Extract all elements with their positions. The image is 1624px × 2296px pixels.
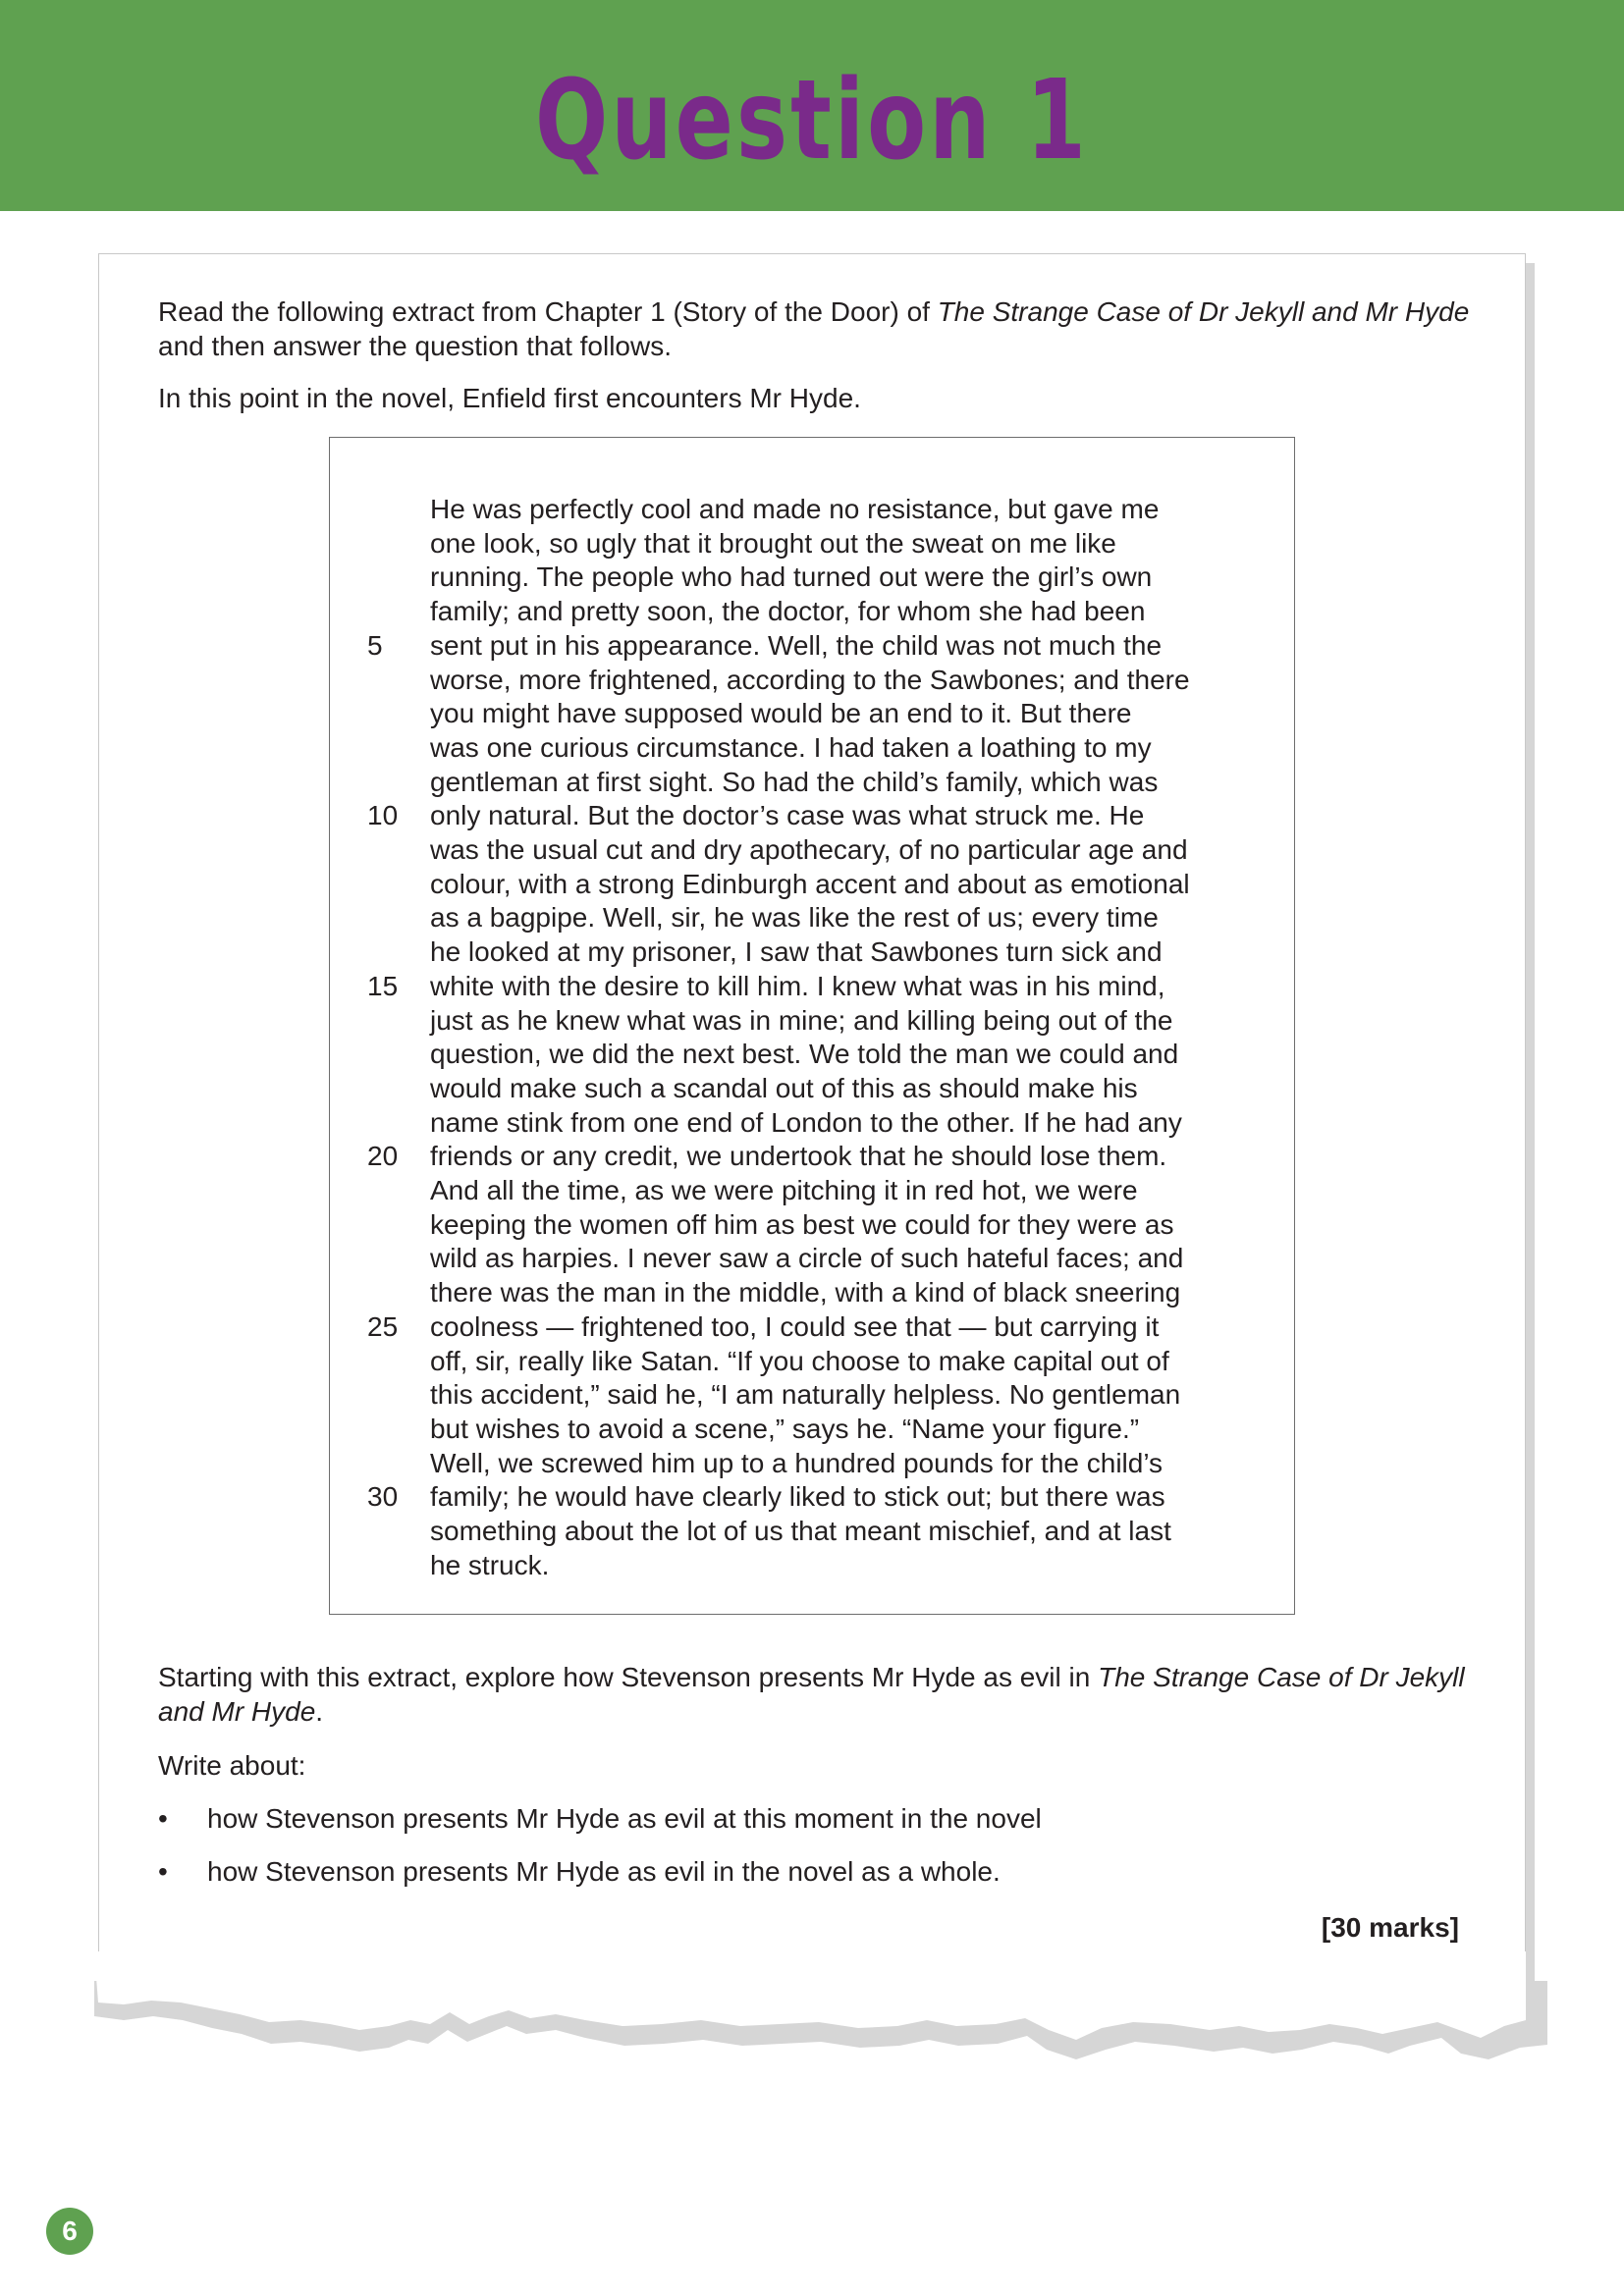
extract-line: you might have supposed would be an end to it. But there (430, 698, 1132, 729)
intro-text-end: and then answer the question that follows. (158, 331, 673, 361)
extract-line: was the usual cut and dry apothecary, of no particular age and (430, 834, 1188, 865)
extract-line: colour, with a strong Edinburgh accent and about as emotional (430, 868, 1190, 899)
extract-line: would make such a scandal out of this as should make his (430, 1072, 1138, 1103)
context-paragraph: In this point in the novel, Enfield first encounters Mr Hyde. (158, 383, 861, 413)
extract-line: running. The people who had turned out were the girl’s own (430, 561, 1153, 593)
line-number: 5 (367, 629, 383, 661)
intro-paragraph (158, 294, 1474, 363)
extract-line: question, we did the next best. We told the man we could and (430, 1039, 1179, 1070)
extract-line: He was perfectly cool and made no resistance, but gave me (430, 494, 1160, 524)
novel-title-italic: The Strange Case of Dr Jekyll and Mr Hyde (937, 296, 1470, 327)
bullet-text: how Stevenson presents Mr Hyde as evil at this moment in the novel (207, 1803, 1042, 1834)
page-title: Question 1 (534, 57, 1090, 185)
extract-line: as a bagpipe. Well, sir, he was like the rest of us; every time (430, 902, 1159, 934)
extract-line: one look, so ugly that it brought out the sweat on me like (430, 527, 1116, 559)
question-text: Starting with this extract, explore how Stevenson presents Mr Hyde as evil in (158, 1662, 1099, 1692)
line-number: 30 (367, 1481, 399, 1513)
extract-line: he struck. (430, 1549, 550, 1580)
question-novel-title-italic: The Strange Case of Dr Jekyll and Mr Hyde (158, 1662, 1465, 1727)
extract-line: And all the time, as we were pitching it in red hot, we were (430, 1175, 1138, 1205)
extract-line: this accident,” said he, “I am naturally helpless. No gentleman (430, 1379, 1181, 1411)
bullet-dot: • (158, 1803, 168, 1834)
line-number: 15 (367, 970, 399, 1001)
extract-line: family; and pretty soon, the doctor, for whom she had been (430, 596, 1146, 627)
extract-line: keeping the women off him as best we could for they were as (430, 1208, 1174, 1240)
bullet-dot: • (158, 1856, 168, 1887)
extract-line: there was the man in the middle, with a kind of black sneering (430, 1277, 1181, 1308)
question-paragraph (158, 1660, 1474, 1729)
extract-line: off, sir, really like Satan. “If you choose to make capital out of (430, 1345, 1169, 1376)
extract-line: sent put in his appearance. Well, the child was not much the (430, 629, 1163, 661)
extract-line: worse, more frightened, according to the Sawbones; and there (430, 664, 1190, 695)
extract-line: name stink from one end of London to the other. If he had any (430, 1106, 1182, 1138)
extract-line: family; he would have clearly liked to stick out; but there was (430, 1481, 1165, 1513)
line-number: 20 (367, 1141, 399, 1172)
intro-text: Read the following extract from Chapter 1 (Story of the Door) of (158, 296, 938, 327)
extract-line: was one curious circumstance. I had taken a loathing to my (430, 731, 1152, 763)
extract-line: only natural. But the doctor’s case was what struck me. He (430, 800, 1145, 831)
page-number: 6 (46, 2208, 93, 2255)
extract-line: wild as harpies. I never saw a circle of such hateful faces; and (430, 1243, 1184, 1274)
extract-line: white with the desire to kill him. I knew what was in his mind, (430, 970, 1165, 1001)
torn-paper-edge (94, 1951, 1547, 2059)
question-text-end: . (315, 1696, 324, 1727)
extract-line: just as he knew what was in mine; and killing being out of the (430, 1004, 1173, 1036)
extract-line: but wishes to avoid a scene,” says he. “Name your figure.” (430, 1413, 1140, 1444)
extract-line: he looked at my prisoner, I saw that Sawbones turn sick and (430, 936, 1163, 968)
extract-line: friends or any credit, we undertook that he should lose them. (430, 1141, 1167, 1172)
marks-label: [30 marks] (1321, 1912, 1459, 1943)
extract-line: coolness — frightened too, I could see that — but carrying it (430, 1310, 1160, 1342)
line-number: 25 (367, 1310, 399, 1342)
extract-box (329, 437, 1295, 1615)
bullet-text: how Stevenson presents Mr Hyde as evil in the novel as a whole. (207, 1856, 1001, 1887)
extract-line: something about the lot of us that meant mischief, and at last (430, 1516, 1171, 1546)
write-about-label: Write about: (158, 1750, 306, 1781)
line-number: 10 (367, 800, 399, 831)
extract-line: Well, we screwed him up to a hundred pounds for the child’s (430, 1447, 1164, 1478)
extract-line: gentleman at first sight. So had the child’s family, which was (430, 766, 1159, 797)
